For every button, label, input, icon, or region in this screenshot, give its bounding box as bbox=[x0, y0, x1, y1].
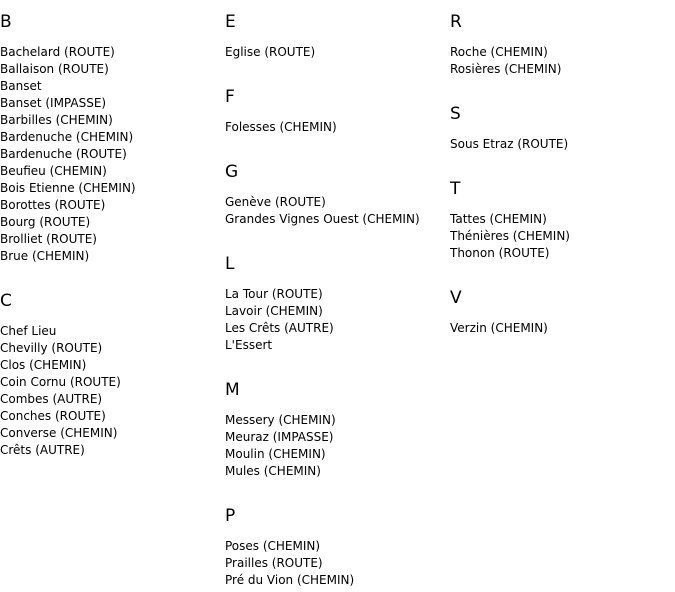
street-item: Coin Cornu (ROUTE) bbox=[0, 375, 121, 389]
street-item: Mules (CHEMIN) bbox=[225, 464, 321, 478]
street-item: Borottes (ROUTE) bbox=[0, 198, 106, 212]
index-column-1 bbox=[0, 0, 225, 459]
letter-group bbox=[0, 0, 225, 265]
street-item: Banset (IMPASSE) bbox=[0, 96, 107, 110]
letter-group bbox=[225, 0, 450, 61]
street-list bbox=[225, 107, 450, 136]
street-item: La Tour (ROUTE) bbox=[225, 287, 323, 301]
street-item: Clos (CHEMIN) bbox=[0, 358, 87, 372]
letter-heading: G bbox=[225, 162, 239, 182]
street-item: Poses (CHEMIN) bbox=[225, 539, 321, 553]
street-item: Grandes Vignes Ouest (CHEMIN) bbox=[225, 212, 420, 226]
letter-heading: F bbox=[225, 87, 235, 107]
street-item: Brolliet (ROUTE) bbox=[0, 232, 97, 246]
street-item: Bardenuche (ROUTE) bbox=[0, 147, 127, 161]
street-item: Bardenuche (CHEMIN) bbox=[0, 130, 134, 144]
street-item: Converse (CHEMIN) bbox=[0, 426, 118, 440]
letter-heading: E bbox=[225, 12, 236, 32]
index-column-3 bbox=[450, 0, 675, 337]
street-list bbox=[450, 308, 675, 337]
street-item: L'Essert bbox=[225, 338, 273, 352]
street-item: Meuraz (IMPASSE) bbox=[225, 430, 334, 444]
street-item: Verzin (CHEMIN) bbox=[450, 321, 548, 335]
street-item: Lavoir (CHEMIN) bbox=[225, 304, 323, 318]
letter-group bbox=[0, 265, 225, 459]
street-list bbox=[225, 526, 450, 589]
street-item: Folesses (CHEMIN) bbox=[225, 120, 337, 134]
street-item: Barbilles (CHEMIN) bbox=[0, 113, 113, 127]
street-list bbox=[225, 182, 450, 228]
street-list bbox=[0, 311, 225, 459]
street-item: Ballaison (ROUTE) bbox=[0, 62, 109, 76]
letter-heading: S bbox=[450, 104, 461, 124]
letter-heading: V bbox=[450, 288, 462, 308]
letter-group bbox=[225, 136, 450, 228]
letter-heading: M bbox=[225, 380, 240, 400]
street-list bbox=[225, 274, 450, 354]
street-list bbox=[450, 199, 675, 262]
street-item: Eglise (ROUTE) bbox=[225, 45, 316, 59]
street-list bbox=[225, 400, 450, 480]
street-item: Brue (CHEMIN) bbox=[0, 249, 90, 263]
street-item: Thonon (ROUTE) bbox=[450, 246, 550, 260]
letter-heading: L bbox=[225, 254, 235, 274]
street-item: Combes (AUTRE) bbox=[0, 392, 103, 406]
street-item: Tattes (CHEMIN) bbox=[450, 212, 547, 226]
letter-group bbox=[450, 78, 675, 153]
letter-group bbox=[225, 61, 450, 136]
street-item: Conches (ROUTE) bbox=[0, 409, 106, 423]
street-item: Moulin (CHEMIN) bbox=[225, 447, 326, 461]
street-item: Pré du Vion (CHEMIN) bbox=[225, 573, 355, 587]
street-list bbox=[450, 124, 675, 153]
street-item: Bachelard (ROUTE) bbox=[0, 45, 115, 59]
street-list bbox=[450, 32, 675, 78]
letter-heading: T bbox=[450, 179, 461, 199]
street-item: Roche (CHEMIN) bbox=[450, 45, 548, 59]
letter-heading: P bbox=[225, 506, 236, 526]
street-item: Chevilly (ROUTE) bbox=[0, 341, 103, 355]
street-item: Rosières (CHEMIN) bbox=[450, 62, 562, 76]
street-item: Beufieu (CHEMIN) bbox=[0, 164, 107, 178]
letter-group bbox=[225, 228, 450, 354]
letter-group bbox=[225, 480, 450, 589]
letter-group bbox=[450, 0, 675, 78]
street-item: Messery (CHEMIN) bbox=[225, 413, 336, 427]
letter-group bbox=[225, 354, 450, 480]
street-list bbox=[225, 32, 450, 61]
street-item: Thénières (CHEMIN) bbox=[450, 229, 570, 243]
letter-heading: B bbox=[0, 12, 12, 32]
street-item: Les Crêts (AUTRE) bbox=[225, 321, 334, 335]
letter-heading: C bbox=[0, 291, 12, 311]
letter-group bbox=[450, 153, 675, 262]
street-item: Prailles (ROUTE) bbox=[225, 556, 323, 570]
street-item: Bois Etienne (CHEMIN) bbox=[0, 181, 136, 195]
letter-heading: R bbox=[450, 12, 462, 32]
index-column-2 bbox=[225, 0, 450, 589]
street-item: Chef Lieu bbox=[0, 324, 57, 338]
street-list bbox=[0, 32, 225, 265]
street-item: Banset bbox=[0, 79, 42, 93]
street-item: Crêts (AUTRE) bbox=[0, 443, 85, 457]
letter-group bbox=[450, 262, 675, 337]
street-item: Bourg (ROUTE) bbox=[0, 215, 91, 229]
street-item: Genève (ROUTE) bbox=[225, 195, 326, 209]
street-item: Sous Etraz (ROUTE) bbox=[450, 137, 569, 151]
